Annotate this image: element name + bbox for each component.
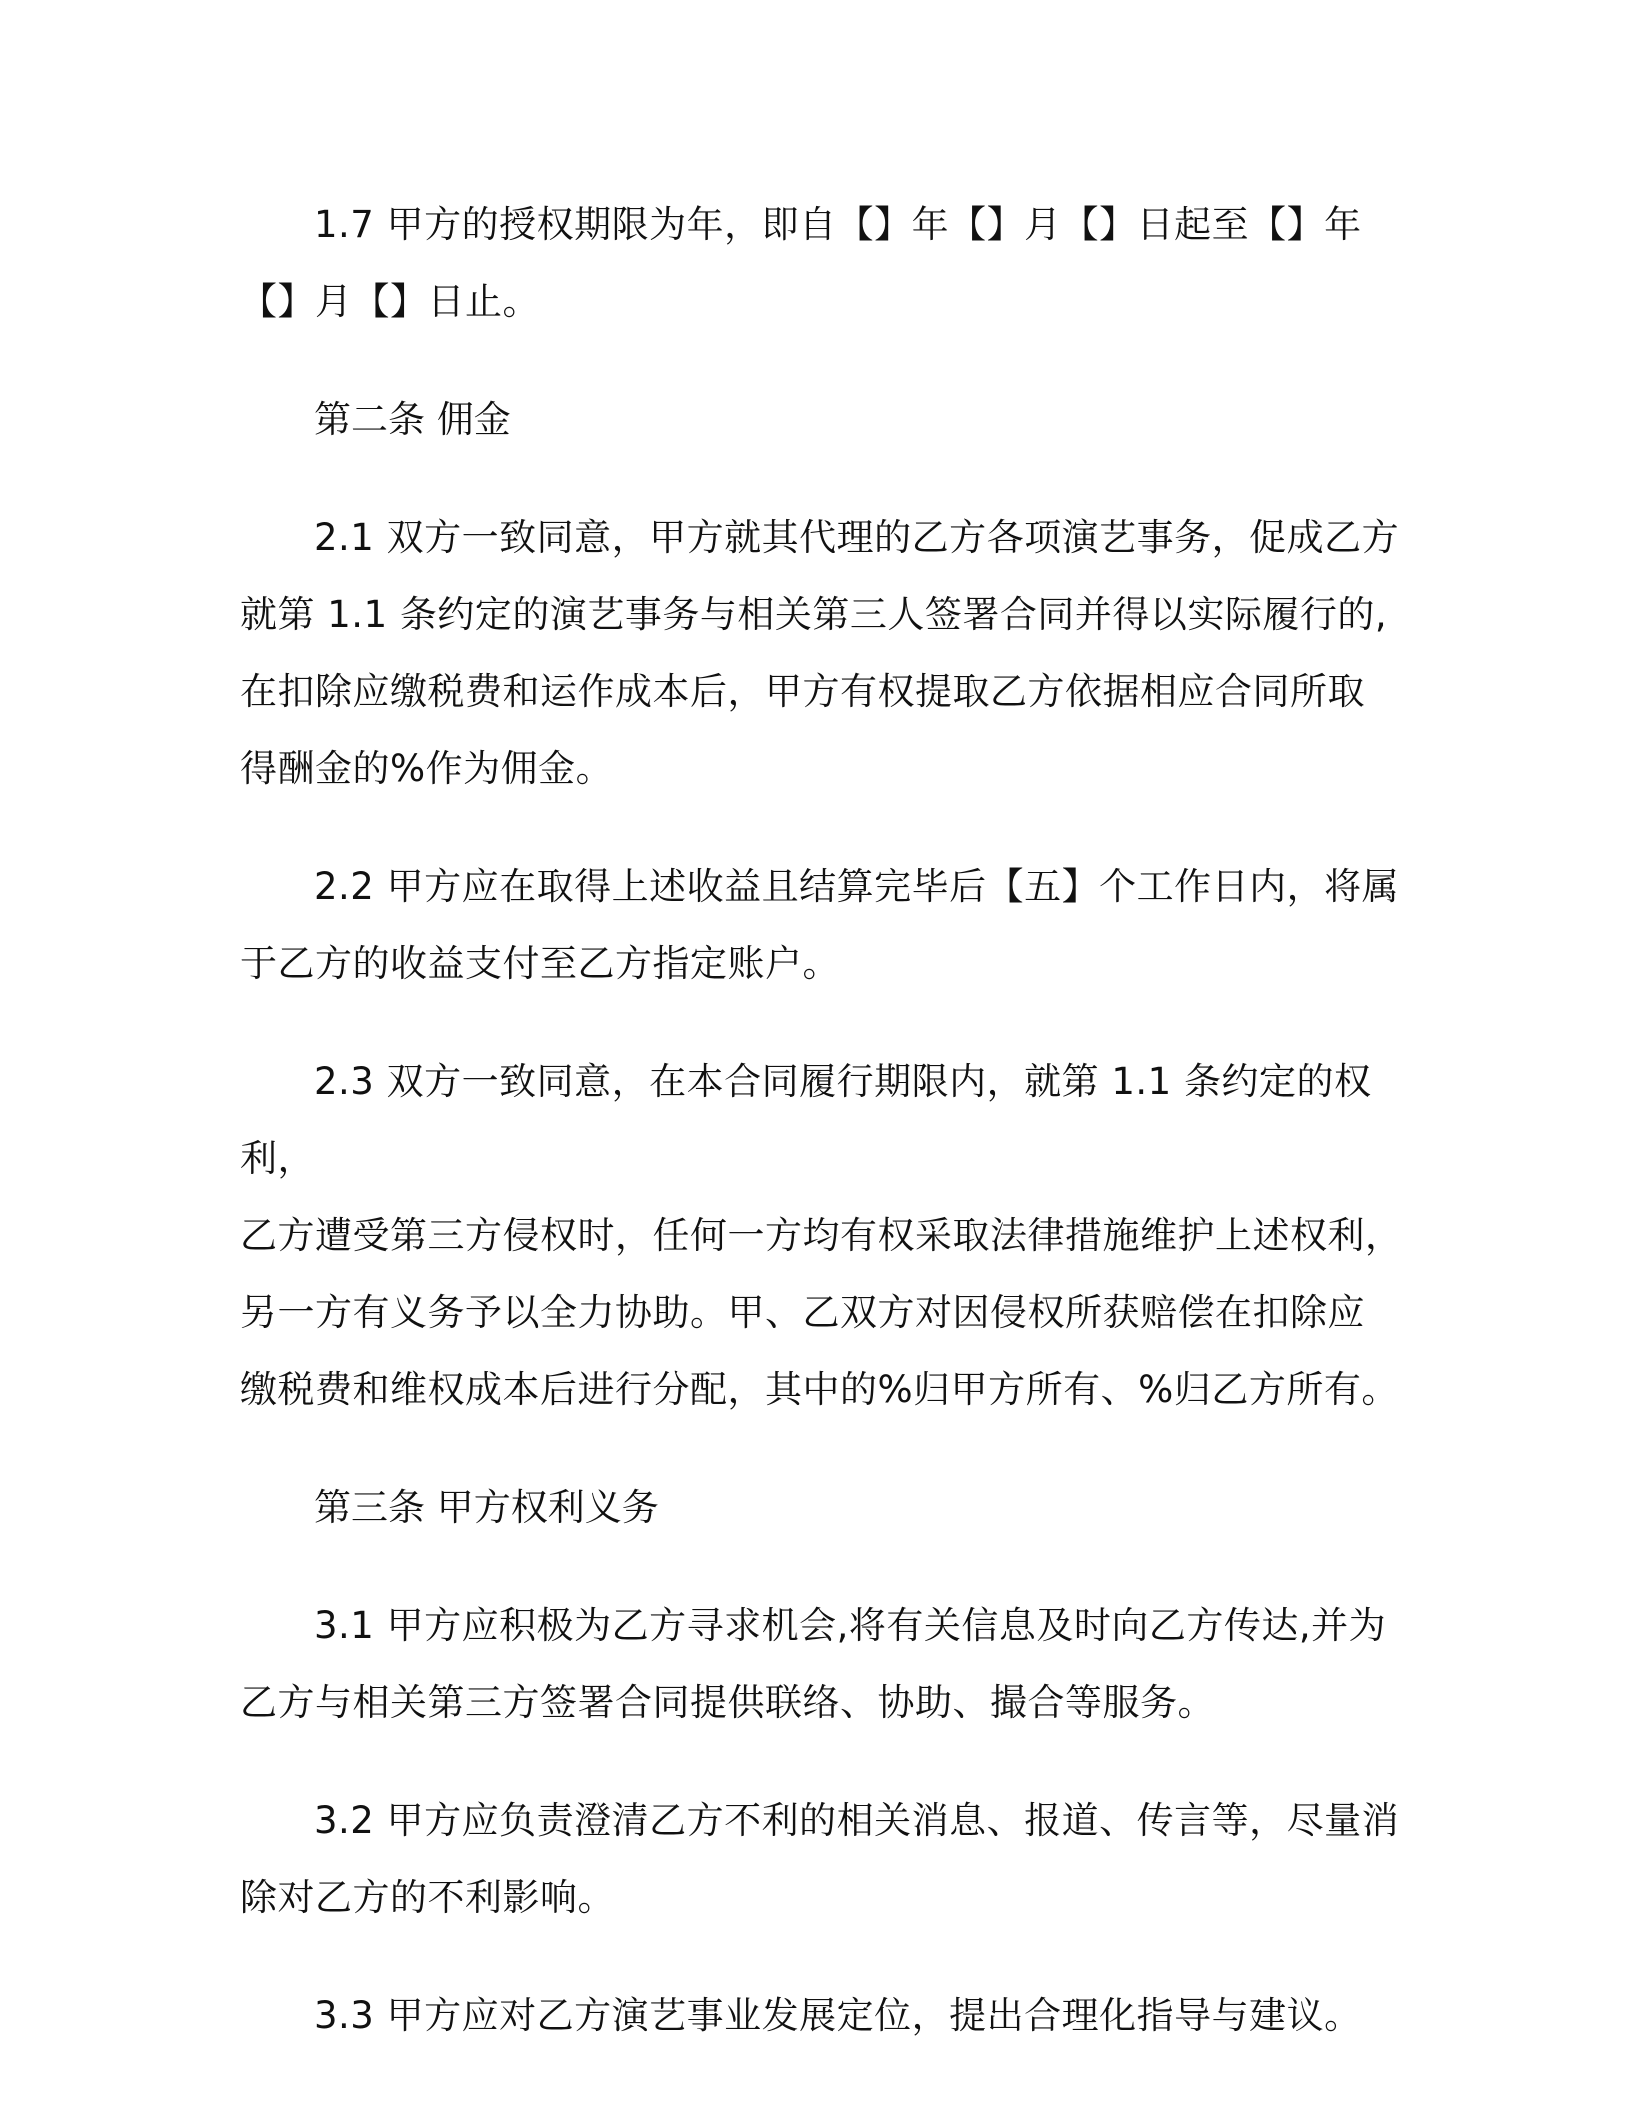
clause-2-2 xyxy=(240,848,1410,1002)
section-heading-3 xyxy=(240,1469,1410,1546)
document-body xyxy=(240,186,1410,2095)
clause-3-2 xyxy=(240,1782,1410,1936)
clause-3-1 xyxy=(240,1587,1410,1741)
text-line: 1.7 甲方的授权期限为年，即自【】年【】月【】日起至【】年 xyxy=(314,203,1362,246)
text-line: 乙方遭受第三方侵权时，任何一方均有权采取法律措施维护上述权利， xyxy=(240,1214,1403,1257)
text-line: 得酬金的%作为佣金。 xyxy=(240,747,614,790)
text-line: 就第 1.1 条约定的演艺事务与相关第三人签署合同并得以实际履行的, xyxy=(240,593,1388,636)
text-line: 2.2 甲方应在取得上述收益且结算完毕后【五】个工作日内，将属 xyxy=(314,865,1400,908)
text-line: 3.1 甲方应积极为乙方寻求机会,将有关信息及时向乙方传达,并为 xyxy=(314,1604,1387,1647)
text-line: 于乙方的收益支付至乙方指定账户。 xyxy=(240,942,840,985)
section-heading-2 xyxy=(240,381,1410,458)
heading-text: 第三条 甲方权利义务 xyxy=(314,1486,659,1529)
clause-2-3 xyxy=(240,1043,1410,1428)
text-line: 在扣除应缴税费和运作成本后，甲方有权提取乙方依据相应合同所取 xyxy=(240,670,1365,713)
text-line: 2.3 双方一致同意，在本合同履行期限内，就第 1.1 条约定的权利， xyxy=(240,1060,1372,1180)
heading-text: 第二条 佣金 xyxy=(314,398,511,441)
text-line: 2.1 双方一致同意，甲方就其代理的乙方各项演艺事务，促成乙方 xyxy=(314,516,1400,559)
text-line: 3.3 甲方应对乙方演艺事业发展定位，提出合理化指导与建议。 xyxy=(314,1994,1362,2037)
clause-3-3 xyxy=(240,1977,1410,2054)
text-line: 乙方与相关第三方签署合同提供联络、协助、撮合等服务。 xyxy=(240,1681,1215,1724)
text-line: 缴税费和维权成本后进行分配，其中的%归甲方所有、%归乙方所有。 xyxy=(240,1368,1399,1411)
text-line: 【】月【】日止。 xyxy=(240,280,540,323)
clause-1-7 xyxy=(240,186,1410,340)
text-line: 3.2 甲方应负责澄清乙方不利的相关消息、报道、传言等，尽量消 xyxy=(314,1799,1400,1842)
text-line: 另一方有义务予以全力协助。甲、乙双方对因侵权所获赔偿在扣除应 xyxy=(240,1291,1365,1334)
text-line: 除对乙方的不利影响。 xyxy=(240,1876,615,1919)
clause-2-1 xyxy=(240,499,1410,807)
